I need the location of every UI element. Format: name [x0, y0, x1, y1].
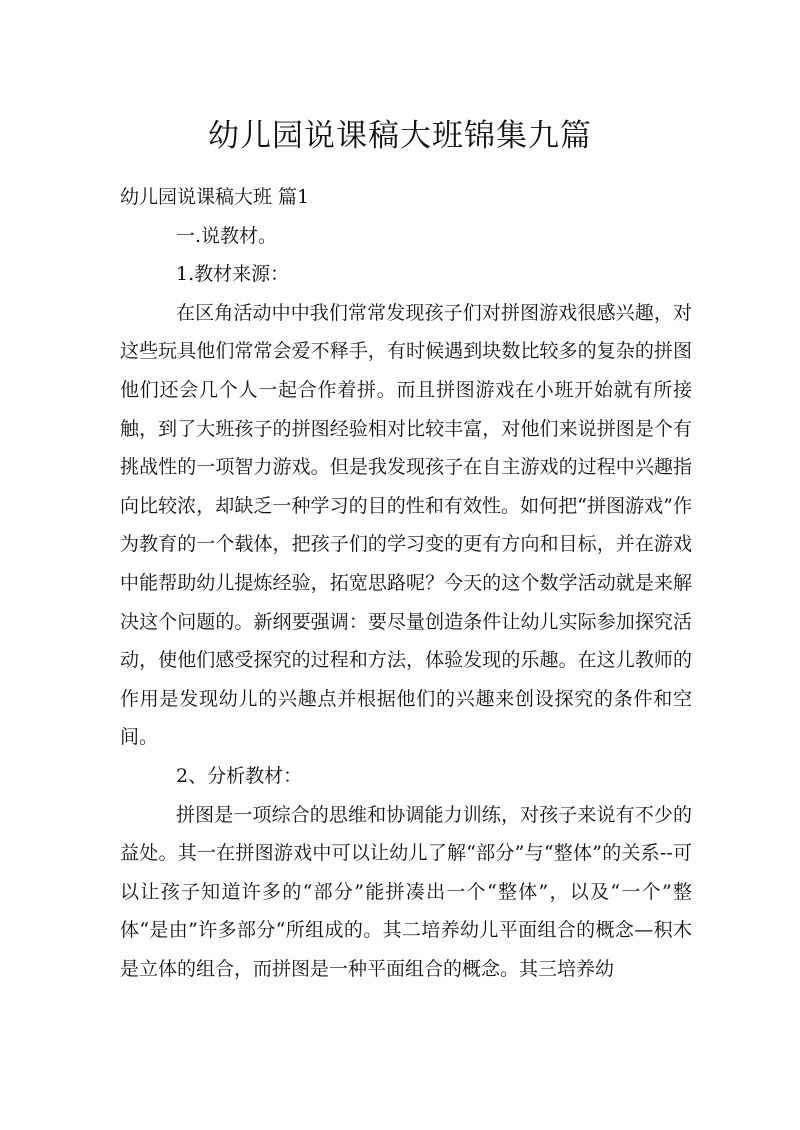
paragraph-material-source: 在区角活动中中我们常常发现孩子们对拼图游戏很感兴趣，对这些玩具他们常常会爱不释手，有时候遇到块数比较多的复杂的拼图他们还会几个人一起合作着拼。而且拼图游戏在小班开始就有所接触，到了大班孩子的拼图经验相对比较丰富，对他们来说拼图是个有挑战性的一项智力游戏。但是我发现孩子在自主游戏的过程中兴趣指向比较浓，却缺乏一种学习的目的性和有效性。如何把“拼图游戏”作为教育的一个载体，把孩子们的学习变的更有方向和目标，并在游戏中能帮助幼儿提炼经验，拓宽思路呢？今天的这个数学活动就是来解决这个问题的。新纲要强调：要尽量创造条件让幼儿实际参加探究活动，使他们感受探究的过程和方法，体验发现的乐趣。在这儿教师的作用是发现幼儿的兴趣点并根据他们的兴趣来创设探究的条件和空间。: [120, 301, 692, 749]
paragraph-material-analysis: 拼图是一项综合的思维和协调能力训练，对孩子来说有不少的益处。其一在拼图游戏中可以让幼儿了解“部分”与“整体”的关系--可以让孩子知道许多的“部分”能拼凑出一个“整体”，以及“一个”整体“是由”许多部分“所组成的。其二培养幼儿平面组合的概念—积木是立体的组合，而拼图是一种平面组合的概念。其三培养幼: [120, 803, 692, 980]
heading-material-analysis: 2、分析教材：: [176, 764, 303, 787]
heading-material-source: 1.教材来源：: [176, 263, 290, 286]
document-title: 幼儿园说课稿大班锦集九篇: [208, 118, 592, 154]
heading-teaching-material: 一.说教材。: [176, 224, 278, 247]
document-body: [120, 178, 692, 988]
section-heading: 幼儿园说课稿大班 篇1: [120, 186, 310, 208]
